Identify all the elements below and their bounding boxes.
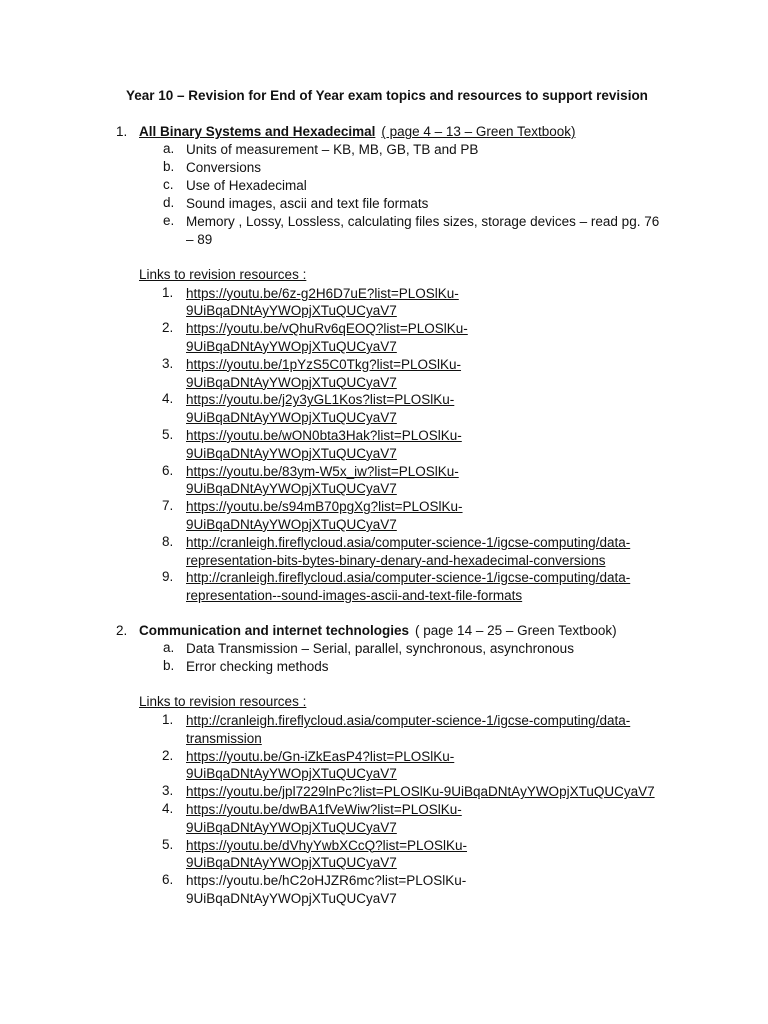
link-line-1[interactable]: http://cranleigh.fireflycloud.asia/computer-science-1/igcse-computing/data- [186,570,631,586]
resource-link-item [0,498,768,534]
resource-link[interactable] [186,783,686,801]
link-index: 5. [162,426,174,442]
resource-link-item [0,534,768,570]
section-name [139,622,617,640]
resource-link[interactable] [186,801,686,837]
resource-link-item [0,356,768,392]
resource-link-list [0,285,768,605]
resource-link-item [0,285,768,321]
subtopic-text: Sound images, ascii and text file formats [186,196,429,211]
link-line-1[interactable]: http://cranleigh.fireflycloud.asia/computer-science-1/igcse-computing/data- [186,713,631,728]
resource-link[interactable] [186,712,686,748]
resource-link-item [0,569,768,605]
subtopic-text: Units of measurement – KB, MB, GB, TB and PB [186,142,479,157]
link-index: 7. [162,498,174,514]
links-label-text: Links to revision resources : [139,266,307,282]
subtopic-text: Data Transmission – Serial, parallel, synchronous, asynchronous [186,641,574,656]
subtopic-text: Memory , Lossy, Lossless, calculating files sizes, storage devices – read pg. 76 – 89 [186,214,660,247]
resource-link[interactable] [186,285,686,321]
link-line-2[interactable]: 9UiBqaDNtAyYWOpjXTuQUCyaV7 [186,303,397,319]
subtopic-label: a. [163,640,175,655]
section-reference: ( page 14 – 25 – Green Textbook) [415,623,617,638]
resource-link[interactable] [186,748,686,784]
subtopic-item [0,640,768,658]
link-index: 1. [162,712,174,727]
subtopic-label: d. [163,195,175,210]
resource-link[interactable] [186,427,686,463]
resource-link-item [0,463,768,499]
links-label [0,267,768,285]
subtopic-item [0,195,768,213]
section-communication [0,622,768,908]
link-index: 3. [162,783,174,799]
link-line-2[interactable]: 9UiBqaDNtAyYWOpjXTuQUCyaV7 [186,855,397,871]
link-line-1[interactable]: https://youtu.be/hC2oHJZR6mc?list=PLOSlKu- [186,873,467,889]
links-label-text: Links to revision resources : [139,694,307,709]
resource-link-item [0,748,768,784]
subtopic-label: b. [163,658,175,673]
resource-link[interactable] [186,498,686,534]
link-line-1[interactable]: https://youtu.be/83ym-W5x_iw?list=PLOSlKu- [186,463,459,479]
resource-link[interactable] [186,534,686,570]
link-line-2[interactable]: transmission [186,730,262,746]
resource-link[interactable] [186,391,686,427]
subtopic-text: Use of Hexadecimal [186,178,307,193]
resource-link[interactable] [186,320,686,356]
section-binary-systems [0,123,768,605]
subtopic-item [0,177,768,195]
section-number: 2. [116,623,128,638]
section-heading [0,622,768,640]
link-index: 9. [162,569,174,585]
section-number: 1. [116,124,128,139]
link-line-1[interactable]: https://youtu.be/dwBA1fVeWiw?list=PLOSlKu- [186,801,462,817]
link-index: 4. [162,391,174,407]
link-index: 2. [162,320,174,336]
subtopic-item [0,159,768,177]
link-index: 3. [162,355,174,371]
link-line-2[interactable]: 9UiBqaDNtAyYWOpjXTuQUCyaV7 [186,481,397,497]
link-line-2[interactable]: 9UiBqaDNtAyYWOpjXTuQUCyaV7 [186,766,397,782]
subtopic-list [0,640,768,676]
resource-link-item [0,427,768,463]
resource-link-item [0,837,768,873]
resource-link[interactable] [186,837,686,873]
link-line-1[interactable]: http://cranleigh.fireflycloud.asia/computer-science-1/igcse-computing/data- [186,534,631,550]
link-line-2[interactable]: 9UiBqaDNtAyYWOpjXTuQUCyaV7 [186,819,397,835]
link-line-1[interactable]: https://youtu.be/jpl7229lnPc?list=PLOSlKu-9UiBqaDNtAyYWOpjXTuQUCyaV7 [186,784,655,800]
section-name-text: Communication and internet technologies [139,623,410,638]
link-index: 5. [162,836,174,852]
resource-link-item [0,783,768,801]
resource-link[interactable] [186,569,686,605]
link-index: 4. [162,800,174,816]
link-index: 8. [162,533,174,549]
document-title: Year 10 – Revision for End of Year exam topics and resources to support revision [126,88,648,103]
link-line-2[interactable]: representation--sound-images-ascii-and-text-file-formats [186,588,523,604]
link-line-2[interactable]: 9UiBqaDNtAyYWOpjXTuQUCyaV7 [186,338,397,354]
link-index: 2. [162,747,174,763]
link-line-2[interactable]: 9UiBqaDNtAyYWOpjXTuQUCyaV7 [186,890,397,906]
section-heading [0,123,768,141]
subtopic-label: c. [163,177,174,192]
link-index: 6. [162,462,174,478]
link-index: 6. [162,872,174,888]
link-line-1[interactable]: https://youtu.be/wON0bta3Hak?list=PLOSlKu- [186,427,462,443]
subtopic-item [0,658,768,676]
resource-link-item [0,872,768,908]
subtopic-label: b. [163,159,175,174]
link-line-1[interactable]: https://youtu.be/vQhuRv6qEOQ?list=PLOSlKu- [186,321,468,337]
link-line-2[interactable]: representation-bits-bytes-binary-denary-and-hexadecimal-conversions [186,552,606,568]
link-line-1[interactable]: https://youtu.be/s94mB70pgXg?list=PLOSlKu- [186,499,463,515]
subtopic-item [0,141,768,159]
resource-link-list [0,712,768,908]
link-line-2[interactable]: 9UiBqaDNtAyYWOpjXTuQUCyaV7 [186,374,397,390]
resource-link-item [0,801,768,837]
link-line-1[interactable]: https://youtu.be/dVhyYwbXCcQ?list=PLOSlKu- [186,837,468,853]
subtopic-list [0,141,768,249]
link-index: 1. [162,284,174,300]
link-line-1[interactable]: https://youtu.be/j2y3yGL1Kos?list=PLOSlKu- [186,392,455,408]
links-label [0,694,768,712]
link-line-2[interactable]: 9UiBqaDNtAyYWOpjXTuQUCyaV7 [186,516,397,532]
resource-link-item [0,712,768,748]
subtopic-text: Error checking methods [186,659,329,674]
link-line-1[interactable]: https://youtu.be/6z-g2H6D7uE?list=PLOSlKu- [186,285,459,301]
resource-link[interactable] [186,463,686,499]
resource-link-item [0,320,768,356]
subtopic-label: a. [163,141,175,156]
resource-link[interactable] [186,356,686,392]
resource-link[interactable] [186,872,686,908]
section-name [139,123,576,141]
subtopic-label: e. [163,213,175,228]
link-line-1[interactable]: https://youtu.be/1pYzS5C0Tkg?list=PLOSlKu- [186,356,462,372]
subtopic-text: Conversions [186,160,262,175]
section-reference: ( page 4 – 13 – Green Textbook) [381,124,576,139]
link-line-2[interactable]: 9UiBqaDNtAyYWOpjXTuQUCyaV7 [186,410,397,426]
link-line-1[interactable]: https://youtu.be/Gn-iZkEasP4?list=PLOSlKu- [186,748,455,764]
section-name-text: All Binary Systems and Hexadecimal [139,124,376,139]
resource-link-item [0,391,768,427]
link-line-2[interactable]: 9UiBqaDNtAyYWOpjXTuQUCyaV7 [186,445,397,461]
subtopic-item [0,213,768,249]
